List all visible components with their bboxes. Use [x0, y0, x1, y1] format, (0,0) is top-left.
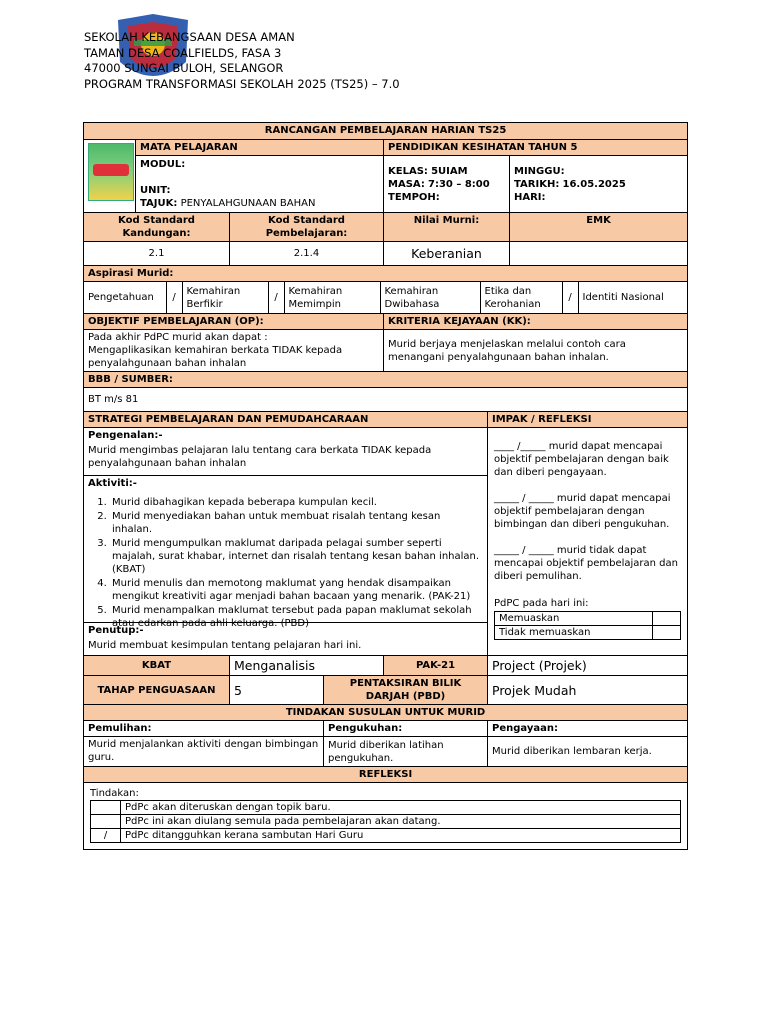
pemulihan-label: Pemulihan: [84, 721, 324, 737]
tahap-label: TAHAP PENGUASAAN [84, 676, 230, 705]
strategi-label: STRATEGI PEMBELAJARAN DAN PEMUDAHCARAAN [84, 412, 488, 428]
tajuk-label: TAJUK: [140, 198, 178, 209]
school-name: SEKOLAH KEBANGSAAN DESA AMAN [84, 30, 295, 44]
impak-label: IMPAK / REFLEKSI [488, 412, 688, 428]
pengenalan-section [84, 428, 487, 476]
modul-label: MODUL: [140, 159, 186, 170]
nilai-value: Keberanian [384, 242, 510, 266]
module-info [136, 156, 384, 213]
tahap-value: 5 [230, 676, 324, 705]
aspirasi-mark: / [268, 282, 284, 313]
emk-label: EMK [510, 213, 688, 242]
aspirasi-item: Identiti Nasional [578, 282, 687, 313]
aspirasi-item: Kemahiran Memimpin [284, 282, 380, 313]
penutup-label: Penutup:- [88, 625, 144, 636]
ks-value: 2.1 [84, 242, 230, 266]
subject-name: PENDIDIKAN KESIHATAN TAHUN 5 [384, 140, 688, 156]
aspirasi-row [84, 282, 688, 314]
kbat-label: KBAT [84, 656, 230, 676]
objektif-text [84, 330, 384, 372]
nilai-label: Nilai Murni: [384, 213, 510, 242]
aspirasi-item: Pengetahuan [84, 282, 166, 313]
bbm-label: BBB / SUMBER: [84, 372, 688, 388]
masa-label: MASA: [388, 178, 425, 190]
kriteria-label: KRITERIA KEJAYAAN (KK): [384, 314, 688, 330]
masa-value: 7:30 – 8:00 [428, 178, 490, 190]
aspirasi-item: Kemahiran Berfikir [182, 282, 268, 313]
school-address: TAMAN DESA COALFIELDS, FASA 3 [84, 45, 282, 60]
refleksi-label: REFLEKSI [84, 767, 688, 783]
aktiviti-item: 3. Murid mengumpulkan maklumat daripada pelagai sumber seperti majalah, surat khabar, internet dan risalah tentang kesan bahan inhalan. (KBAT) [110, 537, 483, 576]
impak-content [488, 428, 688, 656]
tindakan-text: Tindakan: [90, 788, 139, 799]
impak-text: ____ /_____ murid dapat mencapai objektif pembelajaran dengan baik dan diberi pengayaan. [494, 441, 669, 478]
unit-label: UNIT: [140, 185, 171, 196]
school-postcode: 47000 SUNGAI BULOH, SELANGOR [84, 61, 284, 75]
checkbox-memuaskan[interactable] [653, 612, 681, 626]
objektif-intro: Pada akhir PdPC murid akan dapat : [88, 332, 268, 343]
pdpc-label: PdPC pada hari ini: [494, 598, 589, 609]
aktiviti-section [84, 476, 487, 629]
refleksi-option: PdPc akan diteruskan dengan topik baru. [121, 801, 681, 815]
aktiviti-item: 1. Murid dibahagikan kepada beberapa kumpulan kecil. [110, 496, 483, 509]
kp-value: 2.1.4 [230, 242, 384, 266]
refleksi-mark[interactable] [91, 801, 121, 815]
bbm-value: BT m/s 81 [84, 388, 688, 412]
strategi-content [84, 428, 488, 656]
pengenalan-text: Murid mengimbas pelajaran lalu tentang cara berkata TIDAK kepada penyalahgunaan bahan inhalan [88, 445, 432, 469]
aspirasi-mark: / [562, 282, 578, 313]
aspirasi-label: Aspirasi Murid: [84, 266, 688, 282]
pbd-value: Projek Mudah [488, 676, 688, 705]
penutup-text: Murid membuat kesimpulan tentang pelajaran hari ini. [88, 640, 362, 651]
aspirasi-item: Kemahiran Dwibahasa [380, 282, 480, 313]
kp-label: Kod Standard Pembelajaran: [230, 213, 384, 242]
refleksi-mark[interactable]: / [91, 829, 121, 843]
tarikh-value: 16.05.2025 [562, 178, 626, 190]
plan-title: RANCANGAN PEMBELAJARAN HARIAN TS25 [84, 123, 688, 140]
kelas-value: 5UIAM [431, 165, 468, 177]
ks-label: Kod Standard Kandungan: [84, 213, 230, 242]
kbat-value: Menganalisis [230, 656, 384, 676]
lesson-plan-table [83, 122, 688, 850]
pengukuhan-label: Pengukuhan: [324, 721, 488, 737]
refleksi-mark[interactable] [91, 815, 121, 829]
tajuk-value: PENYALAHGUNAAN BAHAN [180, 198, 316, 209]
pengenalan-label: Pengenalan:- [88, 430, 163, 441]
aspirasi-item: Etika dan Kerohanian [480, 282, 562, 313]
aktiviti-item: 4. Murid menulis dan memotong maklumat yang hendak disampaikan mengikut kreativiti agar menjadi bahan bacaan yang menarik. (PAK-21) [110, 577, 483, 603]
pemulihan-text: Murid menjalankan aktiviti dengan bimbingan guru. [84, 737, 324, 767]
class-info [384, 156, 510, 213]
objektif-content: Mengaplikasikan kemahiran berkata TIDAK kepada penyalahgunaan bahan inhalan [88, 345, 343, 369]
week-info [510, 156, 688, 213]
pak-value: Project (Projek) [488, 656, 688, 676]
refleksi-content [84, 783, 688, 850]
program-title: PROGRAM TRANSFORMASI SEKOLAH 2025 (TS25) – 7.0 [84, 76, 400, 91]
book-cover [84, 140, 136, 213]
aspirasi-mark: / [166, 282, 182, 313]
emk-value [510, 242, 688, 266]
hari-label: HARI: [514, 191, 546, 203]
refleksi-option: PdPc ditangguhkan kerana sambutan Hari Guru [121, 829, 681, 843]
checkbox-tidak-memuaskan[interactable] [653, 626, 681, 640]
objektif-label: OBJEKTIF PEMBELAJARAN (OP): [84, 314, 384, 330]
aktiviti-label: Aktiviti:- [88, 478, 137, 489]
kelas-label: KELAS: [388, 165, 428, 177]
aktiviti-item: 5. Murid menampalkan maklumat tersebut pada papan maklumat sekolah atau edarkan pada ahli keluarga. (PBD) [110, 604, 483, 630]
pbd-label: PENTAKSIRAN BILIK DARJAH (PBD) [324, 676, 488, 705]
kriteria-text: Murid berjaya menjelaskan melalui contoh cara menangani penyalahgunaan bahan inhalan. [384, 330, 688, 372]
refleksi-option: PdPc ini akan diulang semula pada pembelajaran akan datang. [121, 815, 681, 829]
option-memuaskan: Memuaskan [495, 612, 653, 626]
mata-pelajaran-label: MATA PELAJARAN [136, 140, 384, 156]
pengayaan-label: Pengayaan: [488, 721, 688, 737]
school-header [84, 30, 400, 92]
impak-text: _____ / _____ murid tidak dapat mencapai objektif pembelajaran dan diberi pemulihan. [494, 545, 678, 582]
pengukuhan-text: Murid diberikan latihan pengukuhan. [324, 737, 488, 767]
aktiviti-item: 2. Murid menyediakan bahan untuk membuat risalah tentang kesan inhalan. [110, 510, 483, 536]
tarikh-label: TARIKH: [514, 178, 560, 190]
option-tidak-memuaskan: Tidak memuaskan [495, 626, 653, 640]
pengayaan-text: Murid diberikan lembaran kerja. [488, 737, 688, 767]
tempoh-label: TEMPOH: [388, 191, 440, 203]
impak-text: _____ / _____ murid dapat mencapai objektif pembelajaran dengan bimbingan dan diberi pengukuhan. [494, 493, 671, 530]
pak-label: PAK-21 [384, 656, 488, 676]
minggu-label: MINGGU: [514, 165, 565, 177]
tindakan-label: TINDAKAN SUSULAN UNTUK MURID [84, 705, 688, 721]
textbook-image [88, 143, 134, 201]
